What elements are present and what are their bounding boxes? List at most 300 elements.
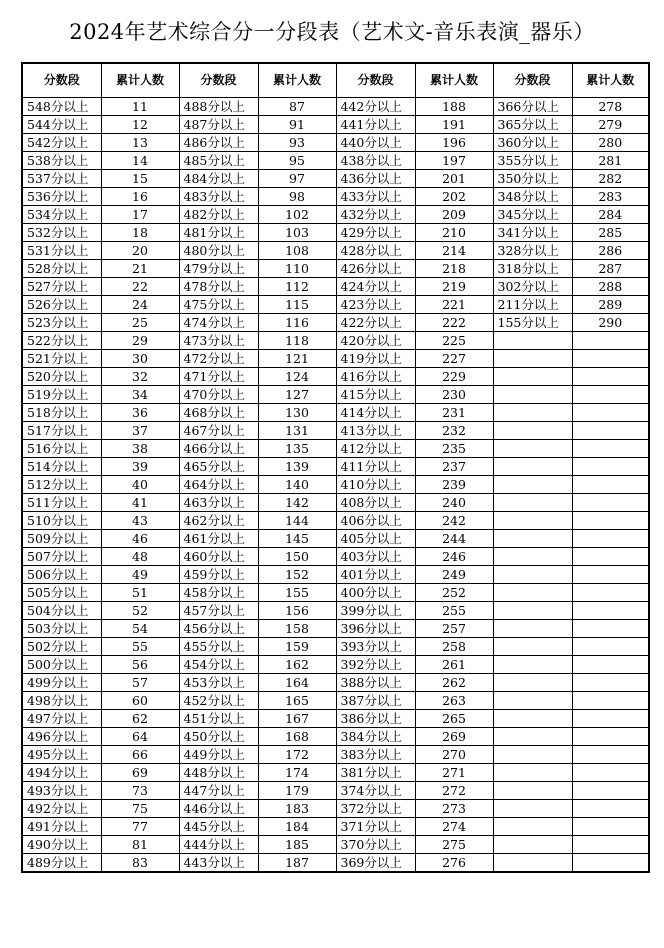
- score-range-cell: [493, 728, 572, 746]
- cumulative-count-cell: 95: [258, 152, 336, 170]
- cumulative-count-cell: 43: [101, 512, 179, 530]
- cumulative-count-cell: 209: [415, 206, 493, 224]
- table-row: [22, 602, 649, 620]
- cumulative-count-cell: 172: [258, 746, 336, 764]
- table-row: [22, 260, 649, 278]
- score-range-cell: 455分以上: [179, 638, 258, 656]
- cumulative-count-cell: 29: [101, 332, 179, 350]
- cumulative-count-cell: 48: [101, 548, 179, 566]
- cumulative-count-cell: 130: [258, 404, 336, 422]
- cumulative-count-cell: [572, 854, 649, 873]
- cumulative-count-cell: [572, 746, 649, 764]
- cumulative-count-cell: 30: [101, 350, 179, 368]
- cumulative-count-cell: 261: [415, 656, 493, 674]
- score-range-cell: 441分以上: [336, 116, 415, 134]
- table-row: [22, 116, 649, 134]
- cumulative-count-cell: 282: [572, 170, 649, 188]
- column-header: 累计人数: [572, 63, 649, 98]
- score-range-cell: 399分以上: [336, 602, 415, 620]
- score-range-cell: [493, 494, 572, 512]
- cumulative-count-cell: 265: [415, 710, 493, 728]
- cumulative-count-cell: 155: [258, 584, 336, 602]
- table-row: [22, 278, 649, 296]
- score-range-cell: 479分以上: [179, 260, 258, 278]
- cumulative-count-cell: 14: [101, 152, 179, 170]
- score-range-cell: 328分以上: [493, 242, 572, 260]
- cumulative-count-cell: 239: [415, 476, 493, 494]
- cumulative-count-cell: 39: [101, 458, 179, 476]
- score-range-cell: [493, 458, 572, 476]
- cumulative-count-cell: 258: [415, 638, 493, 656]
- score-range-cell: 438分以上: [336, 152, 415, 170]
- score-range-cell: 383分以上: [336, 746, 415, 764]
- cumulative-count-cell: [572, 764, 649, 782]
- cumulative-count-cell: 37: [101, 422, 179, 440]
- cumulative-count-cell: 21: [101, 260, 179, 278]
- column-header: 累计人数: [415, 63, 493, 98]
- cumulative-count-cell: 274: [415, 818, 493, 836]
- table-row: [22, 836, 649, 854]
- score-range-cell: 374分以上: [336, 782, 415, 800]
- score-range-cell: 452分以上: [179, 692, 258, 710]
- cumulative-count-cell: 280: [572, 134, 649, 152]
- cumulative-count-cell: 40: [101, 476, 179, 494]
- cumulative-count-cell: 168: [258, 728, 336, 746]
- cumulative-count-cell: 102: [258, 206, 336, 224]
- score-range-cell: 432分以上: [336, 206, 415, 224]
- document-title: 2024年艺术综合分一分段表（艺术文-音乐表演_器乐）: [69, 20, 595, 44]
- table-row: [22, 764, 649, 782]
- score-range-cell: 520分以上: [22, 368, 101, 386]
- score-range-cell: 424分以上: [336, 278, 415, 296]
- table-row: [22, 710, 649, 728]
- score-range-cell: 516分以上: [22, 440, 101, 458]
- score-range-cell: 426分以上: [336, 260, 415, 278]
- table-row: [22, 224, 649, 242]
- table-row: [22, 512, 649, 530]
- cumulative-count-cell: [572, 422, 649, 440]
- score-range-cell: 537分以上: [22, 170, 101, 188]
- score-range-cell: [493, 656, 572, 674]
- score-range-cell: 440分以上: [336, 134, 415, 152]
- score-range-cell: 483分以上: [179, 188, 258, 206]
- score-range-cell: 459分以上: [179, 566, 258, 584]
- cumulative-count-cell: 232: [415, 422, 493, 440]
- score-range-cell: 521分以上: [22, 350, 101, 368]
- score-range-cell: [493, 764, 572, 782]
- table-header-row: [22, 63, 649, 98]
- cumulative-count-cell: 66: [101, 746, 179, 764]
- cumulative-count-cell: 118: [258, 332, 336, 350]
- score-range-cell: 486分以上: [179, 134, 258, 152]
- score-range-cell: 454分以上: [179, 656, 258, 674]
- cumulative-count-cell: [572, 332, 649, 350]
- cumulative-count-cell: [572, 620, 649, 638]
- score-range-cell: 471分以上: [179, 368, 258, 386]
- score-range-cell: 542分以上: [22, 134, 101, 152]
- cumulative-count-cell: [572, 530, 649, 548]
- cumulative-count-cell: 263: [415, 692, 493, 710]
- cumulative-count-cell: 289: [572, 296, 649, 314]
- score-range-cell: 393分以上: [336, 638, 415, 656]
- cumulative-count-cell: 11: [101, 98, 179, 116]
- cumulative-count-cell: 62: [101, 710, 179, 728]
- cumulative-count-cell: 227: [415, 350, 493, 368]
- score-range-cell: 485分以上: [179, 152, 258, 170]
- cumulative-count-cell: 179: [258, 782, 336, 800]
- cumulative-count-cell: [572, 674, 649, 692]
- cumulative-count-cell: 97: [258, 170, 336, 188]
- table-row: [22, 152, 649, 170]
- cumulative-count-cell: 75: [101, 800, 179, 818]
- cumulative-count-cell: 57: [101, 674, 179, 692]
- score-range-cell: 517分以上: [22, 422, 101, 440]
- score-range-cell: 448分以上: [179, 764, 258, 782]
- table-row: [22, 458, 649, 476]
- cumulative-count-cell: 144: [258, 512, 336, 530]
- table-row: [22, 422, 649, 440]
- score-range-cell: 506分以上: [22, 566, 101, 584]
- cumulative-count-cell: 131: [258, 422, 336, 440]
- score-range-cell: 496分以上: [22, 728, 101, 746]
- score-range-cell: 544分以上: [22, 116, 101, 134]
- score-range-cell: 472分以上: [179, 350, 258, 368]
- score-range-cell: [493, 404, 572, 422]
- score-range-cell: 429分以上: [336, 224, 415, 242]
- cumulative-count-cell: 244: [415, 530, 493, 548]
- score-range-cell: [493, 854, 572, 873]
- score-range-cell: 494分以上: [22, 764, 101, 782]
- score-range-cell: 365分以上: [493, 116, 572, 134]
- cumulative-count-cell: 284: [572, 206, 649, 224]
- score-range-cell: 401分以上: [336, 566, 415, 584]
- cumulative-count-cell: 52: [101, 602, 179, 620]
- table-row: [22, 494, 649, 512]
- score-range-cell: 345分以上: [493, 206, 572, 224]
- score-range-cell: 384分以上: [336, 728, 415, 746]
- score-range-cell: 526分以上: [22, 296, 101, 314]
- score-range-cell: 211分以上: [493, 296, 572, 314]
- score-range-cell: [493, 692, 572, 710]
- score-range-cell: 445分以上: [179, 818, 258, 836]
- column-header: 分数段: [336, 63, 415, 98]
- score-range-cell: 410分以上: [336, 476, 415, 494]
- table-row: [22, 404, 649, 422]
- cumulative-count-cell: 278: [572, 98, 649, 116]
- cumulative-count-cell: 214: [415, 242, 493, 260]
- score-range-cell: 534分以上: [22, 206, 101, 224]
- cumulative-count-cell: 288: [572, 278, 649, 296]
- cumulative-count-cell: 103: [258, 224, 336, 242]
- cumulative-count-cell: 252: [415, 584, 493, 602]
- score-range-cell: 449分以上: [179, 746, 258, 764]
- score-range-cell: 370分以上: [336, 836, 415, 854]
- score-range-cell: 341分以上: [493, 224, 572, 242]
- cumulative-count-cell: 225: [415, 332, 493, 350]
- cumulative-count-cell: 285: [572, 224, 649, 242]
- score-range-cell: 470分以上: [179, 386, 258, 404]
- score-range-cell: 468分以上: [179, 404, 258, 422]
- score-range-cell: 509分以上: [22, 530, 101, 548]
- score-distribution-table: [21, 62, 650, 873]
- score-range-cell: 511分以上: [22, 494, 101, 512]
- score-range-cell: 433分以上: [336, 188, 415, 206]
- cumulative-count-cell: 116: [258, 314, 336, 332]
- score-range-cell: 462分以上: [179, 512, 258, 530]
- score-range-cell: 473分以上: [179, 332, 258, 350]
- cumulative-count-cell: [572, 458, 649, 476]
- table-row: [22, 620, 649, 638]
- table-row: [22, 566, 649, 584]
- score-range-cell: [493, 566, 572, 584]
- score-range-cell: 489分以上: [22, 854, 101, 873]
- score-range-cell: 500分以上: [22, 656, 101, 674]
- score-range-cell: 467分以上: [179, 422, 258, 440]
- cumulative-count-cell: 49: [101, 566, 179, 584]
- score-range-cell: 386分以上: [336, 710, 415, 728]
- cumulative-count-cell: [572, 692, 649, 710]
- score-range-cell: 408分以上: [336, 494, 415, 512]
- score-range-cell: [493, 332, 572, 350]
- score-range-cell: [493, 386, 572, 404]
- cumulative-count-cell: 158: [258, 620, 336, 638]
- table-row: [22, 818, 649, 836]
- cumulative-count-cell: 140: [258, 476, 336, 494]
- cumulative-count-cell: 60: [101, 692, 179, 710]
- table-row: [22, 548, 649, 566]
- cumulative-count-cell: 16: [101, 188, 179, 206]
- score-range-cell: [493, 638, 572, 656]
- cumulative-count-cell: 255: [415, 602, 493, 620]
- cumulative-count-cell: 46: [101, 530, 179, 548]
- score-range-cell: 369分以上: [336, 854, 415, 873]
- table-row: [22, 314, 649, 332]
- cumulative-count-cell: 108: [258, 242, 336, 260]
- score-range-cell: 499分以上: [22, 674, 101, 692]
- cumulative-count-cell: 187: [258, 854, 336, 873]
- cumulative-count-cell: 110: [258, 260, 336, 278]
- cumulative-count-cell: [572, 638, 649, 656]
- table-row: [22, 170, 649, 188]
- score-range-cell: 450分以上: [179, 728, 258, 746]
- cumulative-count-cell: 162: [258, 656, 336, 674]
- cumulative-count-cell: 83: [101, 854, 179, 873]
- cumulative-count-cell: 51: [101, 584, 179, 602]
- cumulative-count-cell: 188: [415, 98, 493, 116]
- score-range-cell: [493, 602, 572, 620]
- cumulative-count-cell: 18: [101, 224, 179, 242]
- table-row: [22, 296, 649, 314]
- score-range-cell: 497分以上: [22, 710, 101, 728]
- table-row: [22, 386, 649, 404]
- cumulative-count-cell: 17: [101, 206, 179, 224]
- score-range-cell: 505分以上: [22, 584, 101, 602]
- score-range-cell: 491分以上: [22, 818, 101, 836]
- cumulative-count-cell: [572, 512, 649, 530]
- score-range-cell: 495分以上: [22, 746, 101, 764]
- cumulative-count-cell: 64: [101, 728, 179, 746]
- cumulative-count-cell: 69: [101, 764, 179, 782]
- score-range-cell: [493, 368, 572, 386]
- score-range-cell: 355分以上: [493, 152, 572, 170]
- score-range-cell: 532分以上: [22, 224, 101, 242]
- cumulative-count-cell: 272: [415, 782, 493, 800]
- score-range-cell: 387分以上: [336, 692, 415, 710]
- cumulative-count-cell: [572, 584, 649, 602]
- cumulative-count-cell: 246: [415, 548, 493, 566]
- score-range-cell: [493, 476, 572, 494]
- cumulative-count-cell: 77: [101, 818, 179, 836]
- cumulative-count-cell: 283: [572, 188, 649, 206]
- cumulative-count-cell: 139: [258, 458, 336, 476]
- score-range-cell: [493, 836, 572, 854]
- cumulative-count-cell: 54: [101, 620, 179, 638]
- table-row: [22, 530, 649, 548]
- cumulative-count-cell: 152: [258, 566, 336, 584]
- cumulative-count-cell: 290: [572, 314, 649, 332]
- score-range-cell: [493, 584, 572, 602]
- cumulative-count-cell: 197: [415, 152, 493, 170]
- score-range-cell: 396分以上: [336, 620, 415, 638]
- score-range-cell: 419分以上: [336, 350, 415, 368]
- table-row: [22, 242, 649, 260]
- cumulative-count-cell: 286: [572, 242, 649, 260]
- cumulative-count-cell: 202: [415, 188, 493, 206]
- score-range-cell: 523分以上: [22, 314, 101, 332]
- score-range-cell: 443分以上: [179, 854, 258, 873]
- cumulative-count-cell: [572, 782, 649, 800]
- cumulative-count-cell: [572, 836, 649, 854]
- score-range-cell: 531分以上: [22, 242, 101, 260]
- score-range-cell: 484分以上: [179, 170, 258, 188]
- score-range-cell: [493, 800, 572, 818]
- cumulative-count-cell: 240: [415, 494, 493, 512]
- score-range-cell: 371分以上: [336, 818, 415, 836]
- score-range-cell: [493, 674, 572, 692]
- score-range-cell: [493, 710, 572, 728]
- cumulative-count-cell: 12: [101, 116, 179, 134]
- score-range-cell: 414分以上: [336, 404, 415, 422]
- score-range-cell: 466分以上: [179, 440, 258, 458]
- cumulative-count-cell: 25: [101, 314, 179, 332]
- cumulative-count-cell: [572, 548, 649, 566]
- score-range-cell: 446分以上: [179, 800, 258, 818]
- score-range-cell: 366分以上: [493, 98, 572, 116]
- score-range-cell: 512分以上: [22, 476, 101, 494]
- cumulative-count-cell: 249: [415, 566, 493, 584]
- cumulative-count-cell: 159: [258, 638, 336, 656]
- score-range-cell: 442分以上: [336, 98, 415, 116]
- column-header: 累计人数: [258, 63, 336, 98]
- cumulative-count-cell: 13: [101, 134, 179, 152]
- score-range-cell: [493, 548, 572, 566]
- cumulative-count-cell: [572, 368, 649, 386]
- score-range-cell: 436分以上: [336, 170, 415, 188]
- cumulative-count-cell: 32: [101, 368, 179, 386]
- score-range-cell: 318分以上: [493, 260, 572, 278]
- score-range-cell: 388分以上: [336, 674, 415, 692]
- table-row: [22, 854, 649, 873]
- cumulative-count-cell: [572, 386, 649, 404]
- table-row: [22, 332, 649, 350]
- score-range-cell: 498分以上: [22, 692, 101, 710]
- cumulative-count-cell: 112: [258, 278, 336, 296]
- cumulative-count-cell: 257: [415, 620, 493, 638]
- score-range-cell: [493, 620, 572, 638]
- cumulative-count-cell: 201: [415, 170, 493, 188]
- cumulative-count-cell: 34: [101, 386, 179, 404]
- score-range-cell: 453分以上: [179, 674, 258, 692]
- cumulative-count-cell: 262: [415, 674, 493, 692]
- cumulative-count-cell: [572, 404, 649, 422]
- score-range-cell: 456分以上: [179, 620, 258, 638]
- score-range-cell: 487分以上: [179, 116, 258, 134]
- score-range-cell: 518分以上: [22, 404, 101, 422]
- cumulative-count-cell: 218: [415, 260, 493, 278]
- cumulative-count-cell: 271: [415, 764, 493, 782]
- cumulative-count-cell: 276: [415, 854, 493, 873]
- score-range-cell: 413分以上: [336, 422, 415, 440]
- cumulative-count-cell: [572, 818, 649, 836]
- cumulative-count-cell: 24: [101, 296, 179, 314]
- cumulative-count-cell: 230: [415, 386, 493, 404]
- score-range-cell: [493, 422, 572, 440]
- cumulative-count-cell: 142: [258, 494, 336, 512]
- score-range-cell: 403分以上: [336, 548, 415, 566]
- score-range-cell: 428分以上: [336, 242, 415, 260]
- score-range-cell: 481分以上: [179, 224, 258, 242]
- score-range-cell: 457分以上: [179, 602, 258, 620]
- cumulative-count-cell: 273: [415, 800, 493, 818]
- cumulative-count-cell: 231: [415, 404, 493, 422]
- score-range-cell: [493, 746, 572, 764]
- table-row: [22, 134, 649, 152]
- cumulative-count-cell: 124: [258, 368, 336, 386]
- cumulative-count-cell: [572, 728, 649, 746]
- score-range-cell: 482分以上: [179, 206, 258, 224]
- cumulative-count-cell: [572, 800, 649, 818]
- score-range-cell: 514分以上: [22, 458, 101, 476]
- score-range-cell: 444分以上: [179, 836, 258, 854]
- score-range-cell: 504分以上: [22, 602, 101, 620]
- score-range-cell: 536分以上: [22, 188, 101, 206]
- cumulative-count-cell: 81: [101, 836, 179, 854]
- score-range-cell: 465分以上: [179, 458, 258, 476]
- cumulative-count-cell: 121: [258, 350, 336, 368]
- score-range-cell: 502分以上: [22, 638, 101, 656]
- cumulative-count-cell: [572, 602, 649, 620]
- cumulative-count-cell: 15: [101, 170, 179, 188]
- cumulative-count-cell: 281: [572, 152, 649, 170]
- cumulative-count-cell: 221: [415, 296, 493, 314]
- cumulative-count-cell: 229: [415, 368, 493, 386]
- score-range-cell: 420分以上: [336, 332, 415, 350]
- score-range-cell: 522分以上: [22, 332, 101, 350]
- score-range-cell: 548分以上: [22, 98, 101, 116]
- cumulative-count-cell: 237: [415, 458, 493, 476]
- cumulative-count-cell: 269: [415, 728, 493, 746]
- score-range-cell: 415分以上: [336, 386, 415, 404]
- score-range-cell: [493, 782, 572, 800]
- score-range-cell: 411分以上: [336, 458, 415, 476]
- score-range-cell: 360分以上: [493, 134, 572, 152]
- score-range-cell: 350分以上: [493, 170, 572, 188]
- table-row: [22, 206, 649, 224]
- score-range-cell: 392分以上: [336, 656, 415, 674]
- score-range-cell: 348分以上: [493, 188, 572, 206]
- score-range-cell: 492分以上: [22, 800, 101, 818]
- table-row: [22, 440, 649, 458]
